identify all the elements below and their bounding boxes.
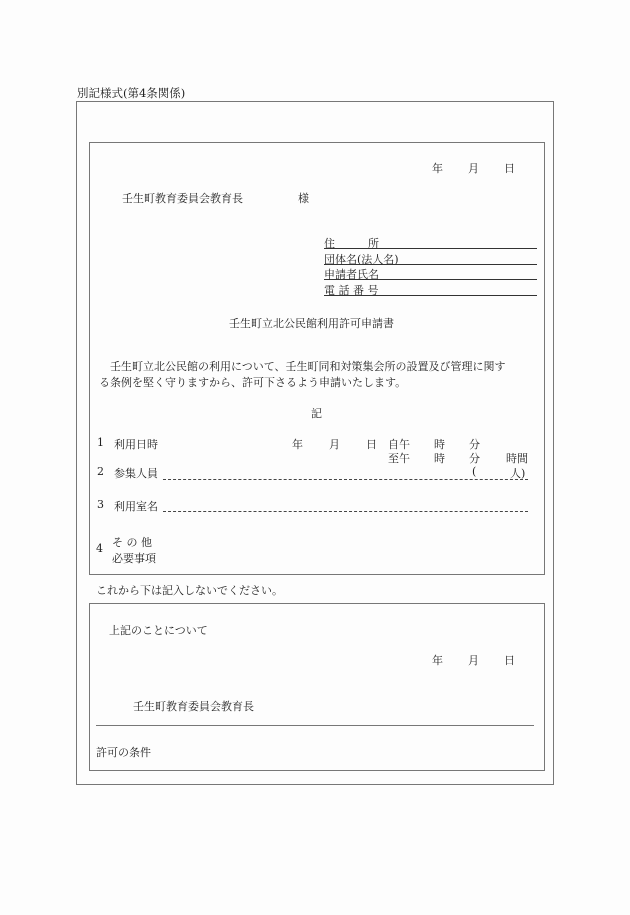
office-signer: 壬生町教育委員会教育長 <box>133 700 254 713</box>
item1-from-hour: 時 <box>434 438 445 451</box>
item1-day: 日 <box>366 438 377 451</box>
notice-text: これから下は記入しないでください。 <box>96 584 283 597</box>
date-day: 日 <box>504 162 515 175</box>
organization-label: 団体名(法人名) <box>324 253 399 266</box>
office-date-month: 月 <box>468 654 479 667</box>
body-line-2: る条例を堅く守りますから、許可下さるよう申請いたします。 <box>99 376 407 389</box>
date-year: 年 <box>432 162 443 175</box>
item2-close: 人) <box>510 467 526 480</box>
ki-heading: 記 <box>311 407 322 420</box>
organization-field[interactable] <box>324 264 537 265</box>
item4-label-line2: 必要事項 <box>112 552 156 565</box>
item2-label: 参集人員 <box>114 467 158 480</box>
item1-number: 1 <box>97 436 104 449</box>
item1-year: 年 <box>292 438 303 451</box>
office-date-year: 年 <box>432 654 443 667</box>
office-heading: 上記のことについて <box>109 624 208 637</box>
body-line-1: 壬生町立北公民館の利用について、壬生町同和対策集会所の設置及び管理に関す <box>99 360 506 373</box>
applicant-name-label: 申請者氏名 <box>324 268 379 281</box>
conditions-label: 許可の条件 <box>96 746 151 759</box>
honorific: 様 <box>298 192 309 205</box>
phone-label: 電 話 番 号 <box>324 284 379 297</box>
phone-field[interactable] <box>324 295 537 296</box>
attendees-field[interactable] <box>163 479 528 480</box>
applicant-name-field[interactable] <box>324 279 537 280</box>
form-caption: 別記様式(第4条関係) <box>77 86 186 100</box>
office-divider <box>96 725 534 726</box>
item1-to-minute: 分 <box>469 452 480 465</box>
office-date-day: 日 <box>504 654 515 667</box>
item1-label: 利用日時 <box>114 438 158 451</box>
item2-number: 2 <box>97 465 104 478</box>
item2-open-paren: ( <box>472 465 477 478</box>
item3-label: 利用室名 <box>114 500 158 513</box>
item1-to-hour: 時 <box>434 452 445 465</box>
item4-label-line1: そ の 他 <box>112 536 152 549</box>
address-field[interactable] <box>324 248 537 249</box>
application-title: 壬生町立北公民館利用許可申請書 <box>229 317 394 330</box>
item1-to: 至午 <box>388 452 410 465</box>
item1-duration: 時間 <box>506 452 528 465</box>
item3-number: 3 <box>97 498 104 511</box>
addressee: 壬生町教育委員会教育長 <box>122 192 243 205</box>
room-name-field[interactable] <box>163 511 528 512</box>
date-month: 月 <box>468 162 479 175</box>
item4-number: 4 <box>96 542 103 555</box>
item1-month: 月 <box>329 438 340 451</box>
address-label: 住 所 <box>324 237 379 250</box>
item1-from: 自午 <box>388 438 410 451</box>
item1-from-minute: 分 <box>469 438 480 451</box>
